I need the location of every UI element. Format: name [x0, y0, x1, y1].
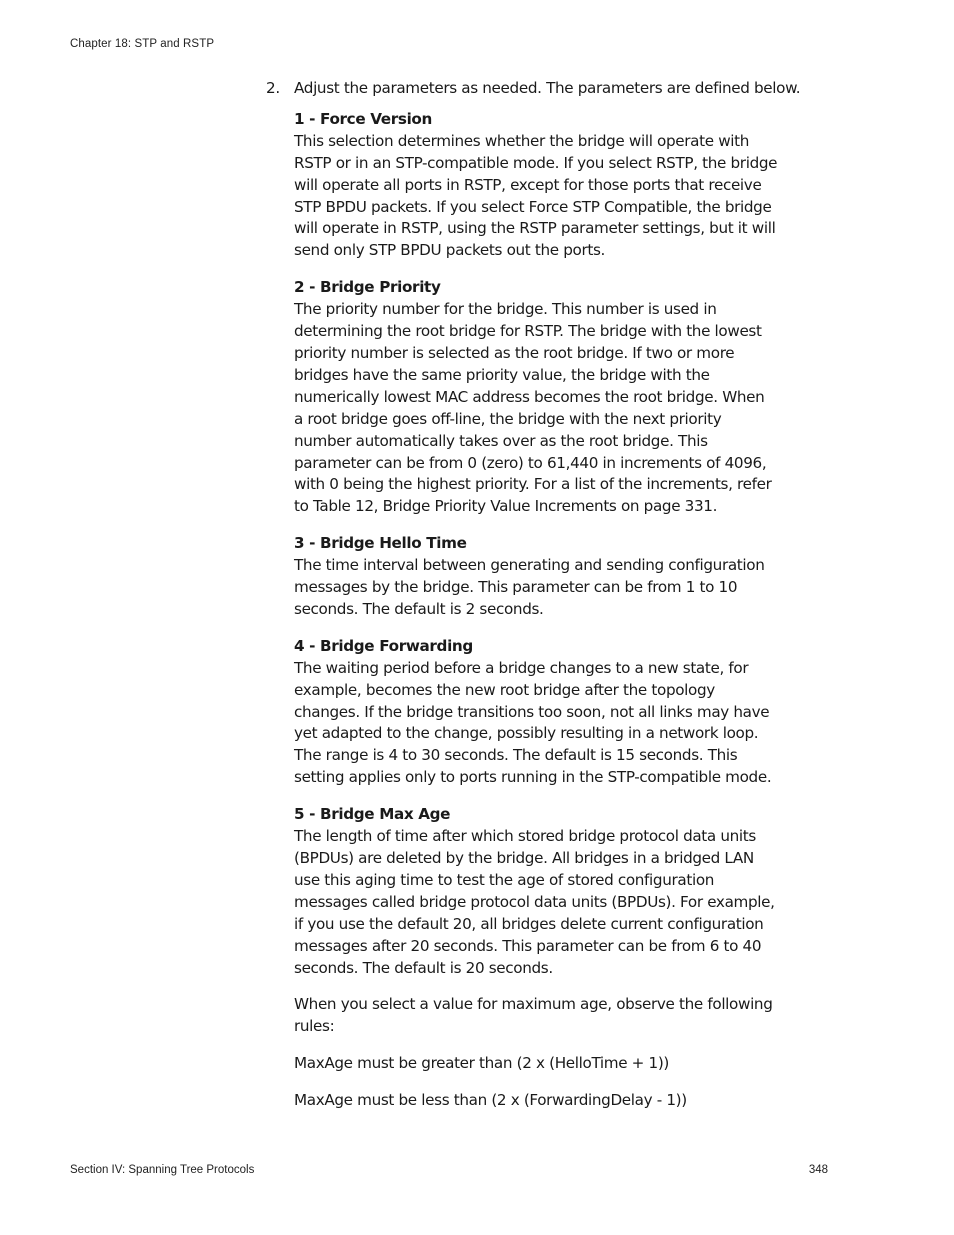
- parameter-list: [294, 109, 826, 980]
- step-number: 2.: [266, 79, 280, 97]
- text-line: changes. If the bridge transitions too soon, not all links may have: [294, 702, 770, 721]
- text-line: The time interval between generating and sending configuration: [294, 556, 765, 575]
- text-line: messages by the bridge. This parameter can be from 1 to 10: [294, 578, 738, 597]
- text-line: determining the root bridge for RSTP. The bridge with the lowest: [294, 322, 762, 341]
- parameter-title: 5 - Bridge Max Age: [294, 805, 451, 824]
- parameter-description: [294, 131, 826, 262]
- text-line: bridges have the same priority value, the bridge with the: [294, 365, 710, 384]
- text-line: a root bridge goes off-line, the bridge with the next priority: [294, 409, 722, 428]
- rule-text: MaxAge must be greater than (2 x (HelloTime + 1)): [294, 1054, 670, 1073]
- text-line: if you use the default 20, all bridges delete current configuration: [294, 914, 764, 933]
- text-line: messages called bridge protocol data units (BPDUs). For example,: [294, 892, 775, 911]
- parameter-bridge-hello-time: [294, 533, 826, 621]
- rule-text: MaxAge must be less than (2 x (ForwardingDelay - 1)): [294, 1091, 687, 1110]
- step-text: Adjust the parameters as needed. The parameters are defined below.: [294, 79, 801, 97]
- text-line: The length of time after which stored bridge protocol data units: [294, 827, 756, 846]
- text-line: numerically lowest MAC address becomes the root bridge. When: [294, 387, 765, 406]
- text-line: number automatically takes over as the root bridge. This: [294, 431, 708, 450]
- page-content: [266, 78, 826, 1127]
- text-line: The range is 4 to 30 seconds. The default is 15 seconds. This: [294, 746, 738, 765]
- text-line: with 0 being the highest priority. For a list of the increments, refer: [294, 475, 772, 494]
- text-line: STP BPDU packets. If you select Force STP Compatible, the bridge: [294, 197, 772, 216]
- text-line: messages after 20 seconds. This parameter can be from 6 to 40: [294, 936, 762, 955]
- parameter-bridge-max-age: [294, 804, 826, 979]
- text-line: setting applies only to ports running in the STP-compatible mode.: [294, 768, 772, 787]
- text-line: will operate in RSTP, using the RSTP parameter settings, but it will: [294, 219, 776, 238]
- step-item: [266, 78, 826, 100]
- parameter-description: [294, 299, 826, 518]
- text-line: example, becomes the new root bridge after the topology: [294, 680, 715, 699]
- parameter-bridge-priority: [294, 277, 826, 518]
- parameter-force-version: [294, 109, 826, 262]
- parameter-bridge-forwarding: [294, 636, 826, 789]
- text-line: RSTP or in an STP-compatible mode. If you select RSTP, the bridge: [294, 153, 778, 172]
- rules-intro: [294, 994, 826, 1038]
- text-line: will operate all ports in RSTP, except for those ports that receive: [294, 175, 762, 194]
- page-number: 348: [808, 1164, 828, 1176]
- text-line: (BPDUs) are deleted by the bridge. All bridges in a bridged LAN: [294, 849, 754, 867]
- parameter-description: [294, 555, 826, 621]
- text-line: parameter can be from 0 (zero) to 61,440 in increments of 4096,: [294, 453, 767, 472]
- text-line: send only STP BPDU packets out the ports.: [294, 241, 605, 260]
- text-line: priority number is selected as the root bridge. If two or more: [294, 343, 735, 362]
- text-line: rules:: [294, 1017, 335, 1036]
- text-line: This selection determines whether the bridge will operate with: [294, 131, 750, 150]
- text-line: The priority number for the bridge. This number is used in: [294, 300, 717, 319]
- text-line: to Table 12, Bridge Priority Value Increments on page 331.: [294, 497, 718, 516]
- parameter-title: 1 - Force Version: [294, 109, 432, 128]
- parameter-title: 2 - Bridge Priority: [294, 278, 441, 297]
- text-line: seconds. The default is 2 seconds.: [294, 599, 544, 618]
- text-line: yet adapted to the change, possibly resulting in a network loop.: [294, 724, 759, 743]
- parameter-title: 4 - Bridge Forwarding: [294, 636, 473, 655]
- text-line: seconds. The default is 20 seconds.: [294, 958, 553, 977]
- running-header: Chapter 18: STP and RSTP: [70, 38, 215, 50]
- running-footer-section: Section IV: Spanning Tree Protocols: [70, 1164, 255, 1176]
- parameter-description: [294, 826, 826, 979]
- text-line: The waiting period before a bridge changes to a new state, for: [294, 658, 749, 677]
- parameter-title: 3 - Bridge Hello Time: [294, 534, 467, 553]
- rule-maxage-hello: [294, 1053, 826, 1075]
- text-line: use this aging time to test the age of stored configuration: [294, 870, 715, 889]
- parameter-description: [294, 658, 826, 789]
- text-line: When you select a value for maximum age, observe the following: [294, 995, 773, 1014]
- rule-maxage-forwarding: [294, 1090, 826, 1112]
